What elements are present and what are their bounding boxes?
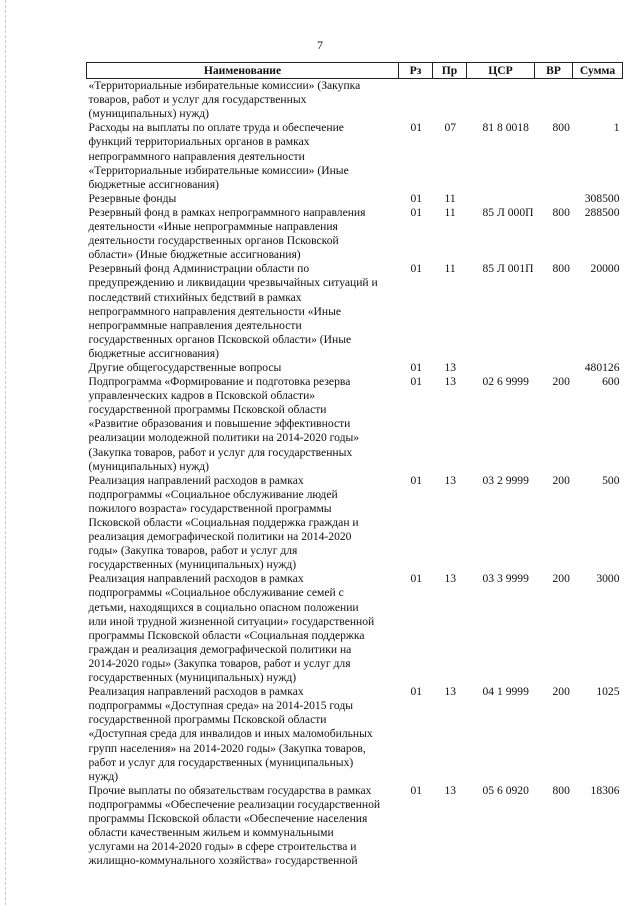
cell-csr: 85 Л 000П bbox=[482, 205, 534, 219]
cell-csr: 03 2 9999 bbox=[482, 473, 529, 487]
name-line: «Территориальные избирательные комиссии» (Иные bbox=[88, 163, 349, 177]
budget-table-container bbox=[86, 62, 622, 868]
cell-pr: 13 bbox=[444, 572, 457, 586]
table-row bbox=[87, 262, 623, 361]
cell-name bbox=[87, 192, 399, 206]
cell-pr: 11 bbox=[444, 191, 456, 205]
header-sum: Сумма bbox=[573, 63, 623, 79]
name-line: области» (Иные бюджетные ассигнования) bbox=[88, 248, 301, 262]
name-line: граждан и реализация демографической политики на bbox=[88, 642, 352, 656]
name-line: Другие общегосударственные вопросы bbox=[88, 360, 282, 374]
name-line: бюджетные ассигнования) bbox=[88, 346, 219, 360]
cell-csr: 85 Л 001П bbox=[482, 262, 534, 276]
name-line: товаров, работ и услуг для государственных bbox=[88, 93, 307, 107]
name-line: государственной программы Псковской области bbox=[88, 713, 327, 727]
name-line: государственных органов Псковской области» (Иные bbox=[88, 332, 352, 346]
cell-vr: 200 bbox=[552, 473, 570, 487]
cell-vr bbox=[535, 192, 573, 206]
cell-vr bbox=[535, 79, 573, 122]
name-line: предупреждению и ликвидации чрезвычайных ситуаций и bbox=[88, 276, 378, 290]
cell-vr: 200 bbox=[552, 572, 570, 586]
cell-vr bbox=[535, 361, 573, 375]
cell-csr: 05 6 0920 bbox=[482, 783, 529, 797]
cell-rz: 01 bbox=[410, 572, 423, 586]
cell-pr: 13 bbox=[444, 783, 457, 797]
name-line: работ и услуг для государственных (муниципальных) bbox=[88, 755, 354, 769]
name-line: пожилого возраста» государственной программы bbox=[88, 501, 332, 515]
name-line: Резервные фонды bbox=[88, 191, 177, 205]
name-line: (муниципальных) нужд) bbox=[88, 459, 210, 473]
name-line: Резервный фонд Администрации области по bbox=[88, 262, 310, 276]
table-row bbox=[87, 572, 623, 685]
cell-sum: 288500 bbox=[584, 205, 620, 219]
name-line: Реализация направлений расходов в рамках bbox=[88, 473, 304, 487]
header-row bbox=[87, 63, 623, 79]
cell-csr: 04 1 9999 bbox=[482, 685, 529, 699]
cell-name bbox=[87, 79, 399, 122]
cell-vr: 800 bbox=[552, 121, 570, 135]
cell-sum: 500 bbox=[602, 473, 620, 487]
cell-rz: 01 bbox=[410, 783, 423, 797]
cell-rz bbox=[399, 79, 433, 122]
cell-name bbox=[87, 784, 399, 869]
name-line: непрограммные направления деятельности bbox=[88, 318, 302, 332]
cell-name bbox=[87, 375, 399, 474]
cell-rz: 01 bbox=[410, 121, 423, 135]
cell-pr: 13 bbox=[444, 375, 457, 389]
table-row bbox=[87, 79, 623, 122]
table-row bbox=[87, 784, 623, 869]
name-line: последствий стихийных бедствий в рамках bbox=[88, 290, 302, 304]
cell-vr: 800 bbox=[552, 205, 570, 219]
table-row bbox=[87, 685, 623, 784]
name-line: бюджетные ассигнования) bbox=[88, 177, 219, 191]
name-line: Прочие выплаты по обязательствам государства в рамках bbox=[88, 783, 372, 797]
cell-csr: 81 8 0018 bbox=[482, 121, 529, 135]
cell-pr: 13 bbox=[444, 360, 457, 374]
table-row bbox=[87, 206, 623, 262]
cell-name bbox=[87, 121, 399, 191]
name-line: непрограммного направления деятельности bbox=[88, 149, 305, 163]
cell-sum bbox=[573, 79, 623, 122]
cell-sum: 480126 bbox=[584, 360, 620, 374]
cell-rz: 01 bbox=[410, 473, 423, 487]
name-line: Подпрограмма «Формирование и подготовка резерва bbox=[88, 375, 351, 389]
cell-name bbox=[87, 685, 399, 784]
name-line: управленческих кадров в Псковской области» bbox=[88, 389, 316, 403]
cell-vr: 800 bbox=[552, 262, 570, 276]
cell-csr: 03 3 9999 bbox=[482, 572, 529, 586]
name-line: деятельности «Иные непрограммные направления bbox=[88, 220, 338, 234]
cell-vr: 200 bbox=[552, 375, 570, 389]
name-line: деятельности государственных органов Псковской bbox=[88, 234, 339, 248]
name-line: государственных (муниципальных) нужд) bbox=[88, 558, 297, 572]
cell-sum: 18306 bbox=[590, 783, 620, 797]
header-pr: Пр bbox=[433, 63, 467, 79]
table-body bbox=[87, 79, 623, 869]
header-vr: ВР bbox=[535, 63, 573, 79]
header-name: Наименование bbox=[87, 63, 399, 79]
cell-pr: 11 bbox=[444, 205, 456, 219]
table-row bbox=[87, 361, 623, 375]
table-row bbox=[87, 121, 623, 191]
cell-sum: 20000 bbox=[590, 262, 620, 276]
name-line: (Закупка товаров, работ и услуг для государственных bbox=[88, 445, 353, 459]
name-line: «Территориальные избирательные комиссии» (Закупка bbox=[88, 79, 361, 93]
cell-sum: 308500 bbox=[584, 191, 620, 205]
name-line: Резервный фонд в рамках непрограммного направления bbox=[88, 205, 366, 219]
name-line: государственной программы Псковской области bbox=[88, 403, 327, 417]
name-line: «Развитие образования и повышение эффективности bbox=[88, 417, 351, 431]
budget-table bbox=[86, 62, 623, 868]
cell-rz: 01 bbox=[410, 191, 423, 205]
name-line: подпрограммы «Обеспечение реализации государственной bbox=[88, 797, 381, 811]
name-line: Расходы на выплаты по оплате труда и обеспечение bbox=[88, 121, 344, 135]
cell-pr: 07 bbox=[444, 121, 457, 135]
table-header bbox=[87, 63, 623, 79]
name-line: 2014-2020 годы» (Закупка товаров, работ и услуг для bbox=[88, 656, 351, 670]
name-line: или иной трудной жизненной ситуации» государственной bbox=[88, 614, 375, 628]
scan-margin-line bbox=[5, 0, 6, 905]
cell-rz: 01 bbox=[410, 262, 423, 276]
name-line: годы» (Закупка товаров, работ и услуг для bbox=[88, 544, 298, 558]
page-number: 7 bbox=[317, 38, 323, 52]
name-line: функций территориальных органов в рамках bbox=[88, 135, 310, 149]
cell-name bbox=[87, 361, 399, 375]
cell-sum: 600 bbox=[602, 375, 620, 389]
cell-vr: 800 bbox=[552, 783, 570, 797]
cell-csr bbox=[467, 192, 535, 206]
cell-rz: 01 bbox=[410, 375, 423, 389]
table-row bbox=[87, 192, 623, 206]
table-row bbox=[87, 375, 623, 474]
name-line: групп населения» на 2014-2020 годы» (Закупка товаров, bbox=[88, 741, 366, 755]
name-line: государственных (муниципальных) нужд) bbox=[88, 671, 297, 685]
header-rz: Рз bbox=[399, 63, 433, 79]
name-line: нужд) bbox=[88, 769, 119, 783]
name-line: услугами на 2014-2020 годы» в сфере строительства и bbox=[88, 840, 357, 854]
cell-pr: 11 bbox=[444, 262, 456, 276]
cell-pr: 13 bbox=[444, 685, 457, 699]
cell-csr bbox=[467, 79, 535, 122]
cell-name bbox=[87, 262, 399, 361]
name-line: жилищно-коммунального хозяйства» государственной bbox=[88, 854, 358, 868]
cell-rz: 01 bbox=[410, 685, 423, 699]
cell-name bbox=[87, 572, 399, 685]
name-line: (муниципальных) нужд) bbox=[88, 107, 210, 121]
cell-sum: 1 bbox=[613, 121, 620, 135]
name-line: реализации молодежной политики на 2014-2020 годы» bbox=[88, 431, 360, 445]
name-line: области качественным жильем и коммунальными bbox=[88, 826, 334, 840]
name-line: подпрограммы «Социальное обслуживание семей с bbox=[88, 586, 344, 600]
name-line: подпрограммы «Доступная среда» на 2014-2015 годы bbox=[88, 699, 354, 713]
cell-sum: 3000 bbox=[596, 572, 620, 586]
cell-rz: 01 bbox=[410, 205, 423, 219]
cell-csr: 02 6 9999 bbox=[482, 375, 529, 389]
name-line: Псковской области «Социальная поддержка граждан и bbox=[88, 516, 359, 529]
name-line: «Доступная среда для инвалидов и иных маломобильных bbox=[88, 727, 373, 741]
name-line: программы Псковской области «Обеспечение населения bbox=[88, 811, 368, 825]
cell-sum: 1025 bbox=[596, 685, 620, 699]
name-line: программы Псковской области «Социальная поддержка bbox=[88, 628, 365, 642]
cell-csr bbox=[467, 361, 535, 375]
name-line: Реализация направлений расходов в рамках bbox=[88, 685, 304, 699]
cell-pr: 13 bbox=[444, 473, 457, 487]
cell-pr bbox=[433, 79, 467, 122]
name-line: Реализация направлений расходов в рамках bbox=[88, 572, 304, 586]
cell-rz: 01 bbox=[410, 360, 423, 374]
table-row bbox=[87, 474, 623, 573]
name-line: реализация демографической политики на 2014-2020 bbox=[88, 530, 352, 544]
name-line: непрограммного направления деятельности «Иные bbox=[88, 304, 341, 318]
cell-name bbox=[87, 206, 399, 262]
cell-name bbox=[87, 474, 399, 573]
name-line: детьми, находящихся в социально опасном положении bbox=[88, 600, 359, 614]
header-csr: ЦСР bbox=[467, 63, 535, 79]
name-line: подпрограммы «Социальное обслуживание людей bbox=[88, 487, 338, 501]
cell-vr: 200 bbox=[552, 685, 570, 699]
